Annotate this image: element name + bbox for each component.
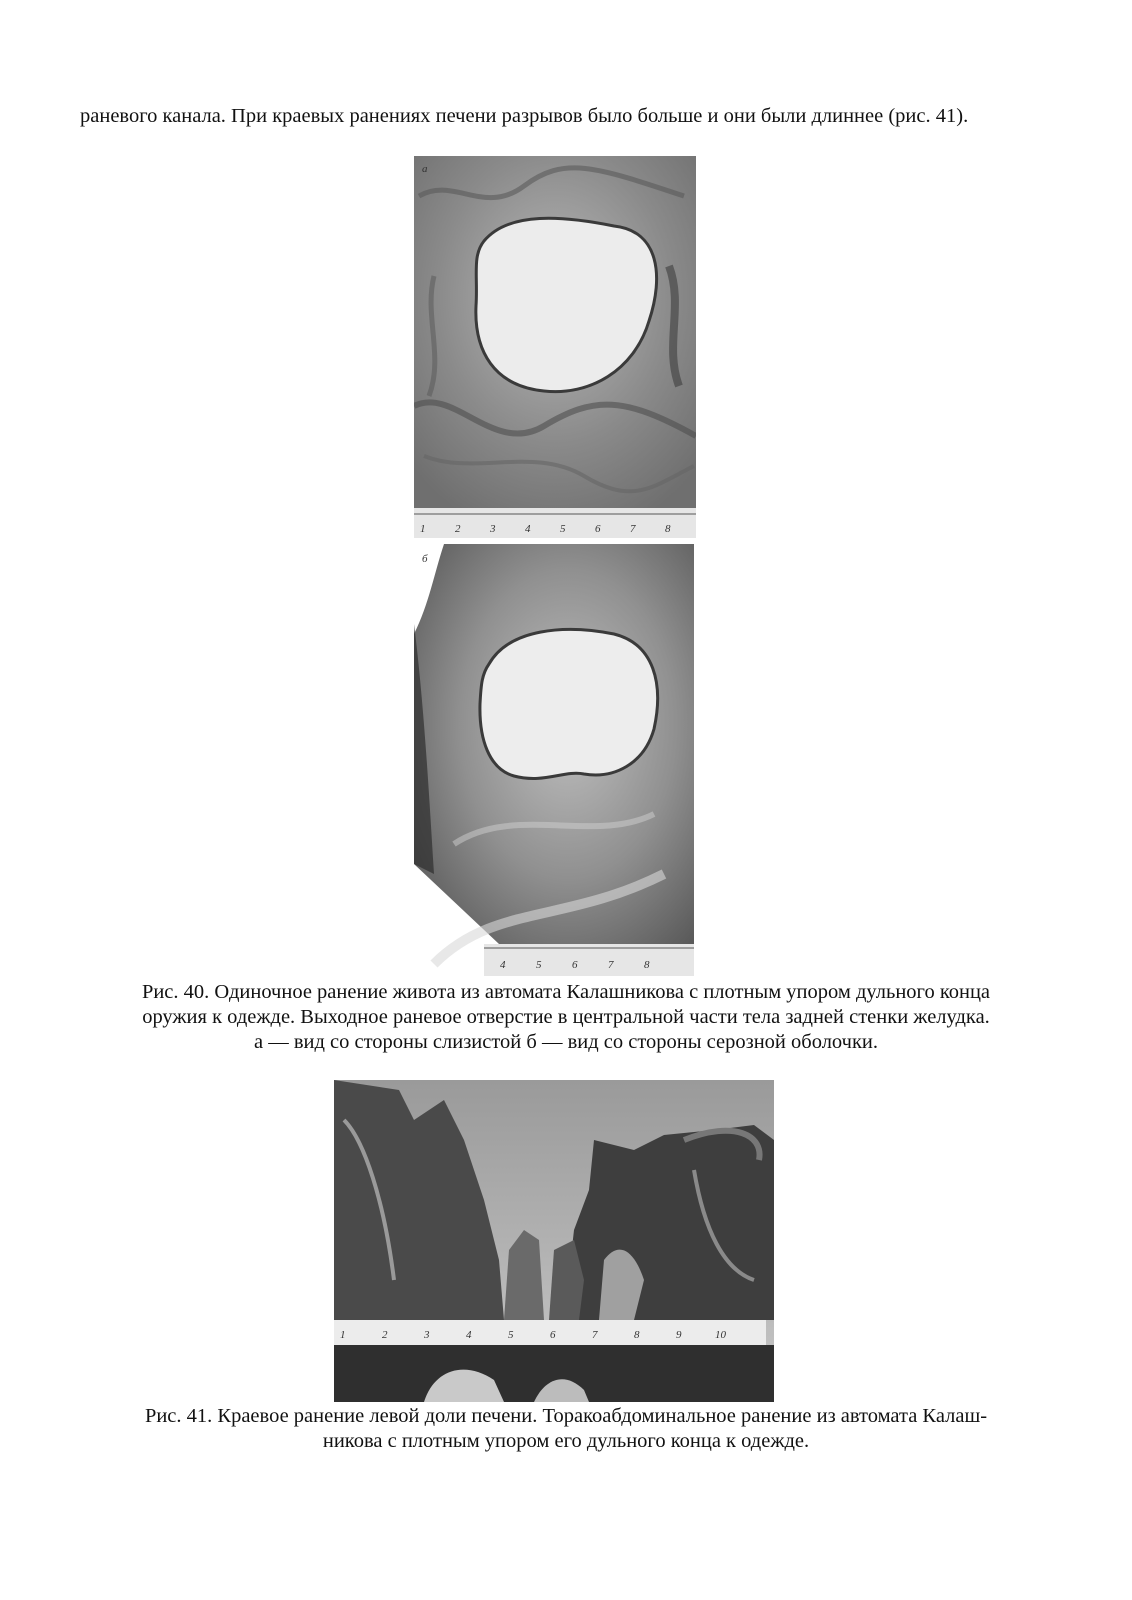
scale-tick: 8: [665, 523, 671, 535]
figure-41-caption: [60, 1404, 1072, 1454]
scale-tick: 3: [490, 523, 496, 535]
scale-tick: 10: [715, 1329, 726, 1341]
scale-tick: 4: [466, 1329, 472, 1341]
scale-tick: 6: [595, 523, 601, 535]
scale-tick: 6: [550, 1329, 556, 1341]
scale-tick: 7: [592, 1329, 598, 1341]
scale-tick: 7: [630, 523, 636, 535]
figure-40b-scale-bar: [484, 944, 694, 976]
scale-tick: 5: [560, 523, 566, 535]
scale-tick: 9: [676, 1329, 682, 1341]
figure-40b-panel-label: б: [422, 553, 428, 565]
caption-line: а — вид со стороны слизистой б — вид со стороны серозной оболочки.: [253, 1031, 879, 1053]
scale-tick: 7: [608, 959, 614, 971]
caption-line: Рис. 41. Краевое ранение левой доли печени. Торакоабдоминальное ранение из автомата Калаш-: [144, 1405, 988, 1427]
body-paragraph: раневого канала. При краевых ранениях печени разрывов было больше и они были длиннее (рис. 41).: [80, 105, 969, 127]
scale-tick: 4: [500, 959, 506, 971]
scale-tick: 4: [525, 523, 531, 535]
caption-line: Рис. 40. Одиночное ранение живота из автомата Калашникова с плотным упором дульного конца: [141, 981, 991, 1003]
scale-tick: 1: [420, 523, 426, 535]
figure-41-photo: [334, 1080, 774, 1402]
scale-tick: 3: [424, 1329, 430, 1341]
scale-tick: 1: [340, 1329, 346, 1341]
scale-tick: 5: [536, 959, 542, 971]
figure-40-caption: [60, 980, 1072, 1055]
figure-40a-photo: [414, 156, 696, 538]
caption-line: оружия к одежде. Выходное раневое отверстие в центральной части тела задней стенки желудка.: [142, 1006, 990, 1028]
caption-line: никова с плотным упором его дульного конца к одежде.: [322, 1430, 810, 1452]
figure-40b-photo: [414, 544, 694, 976]
scale-tick: 8: [644, 959, 650, 971]
scale-tick: 5: [508, 1329, 514, 1341]
scale-tick: 2: [455, 523, 461, 535]
scale-tick: 6: [572, 959, 578, 971]
scale-tick: 2: [382, 1329, 388, 1341]
figure-40a-panel-label: а: [422, 163, 428, 175]
scale-tick: 8: [634, 1329, 640, 1341]
